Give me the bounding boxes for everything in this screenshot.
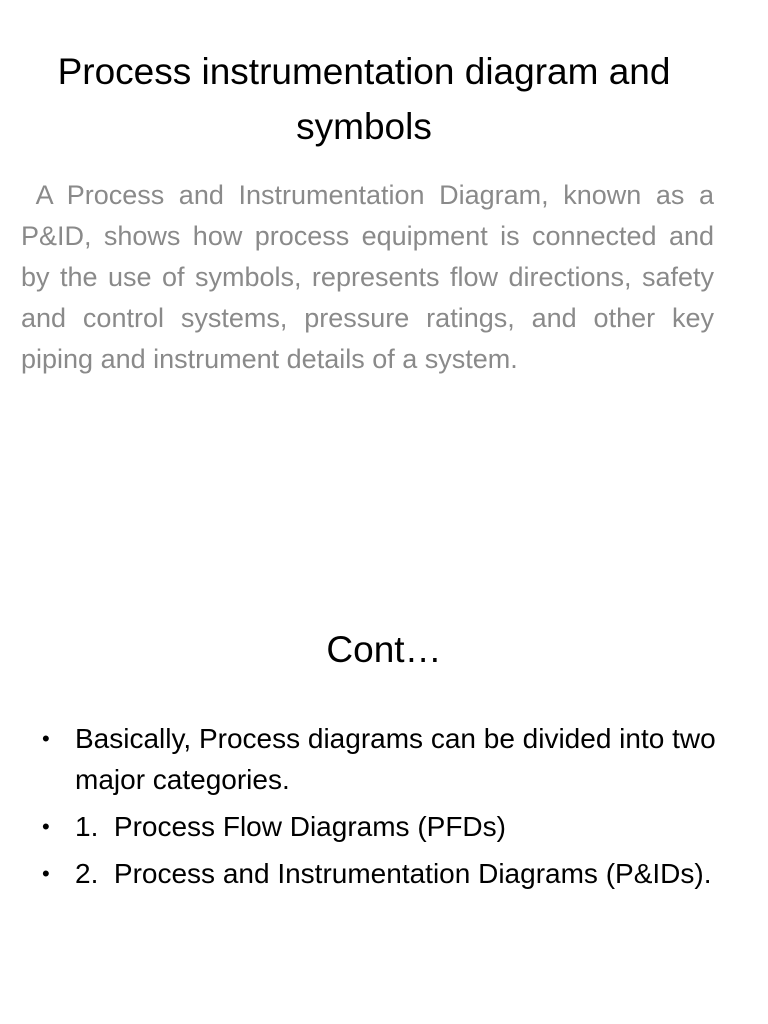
bullet-icon: • bbox=[42, 726, 50, 751]
list-item bbox=[40, 718, 730, 800]
list-item-text: 1. Process Flow Diagrams (PFDs) bbox=[75, 811, 506, 842]
list-item-text: Basically, Process diagrams can be divided into two major categories. bbox=[75, 723, 716, 795]
bullet-icon: • bbox=[42, 814, 50, 839]
slide-title: Process instrumentation diagram and symbols bbox=[57, 51, 671, 147]
slide-2 bbox=[0, 512, 768, 1024]
bullet-list bbox=[40, 718, 730, 900]
slide-title: Cont… bbox=[326, 629, 442, 670]
list-item bbox=[40, 806, 730, 847]
list-item-text: 2. Process and Instrumentation Diagrams (P&IDs). bbox=[75, 858, 712, 889]
bullet-icon: • bbox=[42, 861, 50, 886]
slide-body-text: A Process and Instrumentation Diagram, known as a P&ID, shows how process equipment is connected and by the use of symbols, represents flow directions, safety and control systems, pressure ratings, and other key piping and instrument details of a system. bbox=[21, 180, 722, 374]
list-item bbox=[40, 853, 730, 894]
